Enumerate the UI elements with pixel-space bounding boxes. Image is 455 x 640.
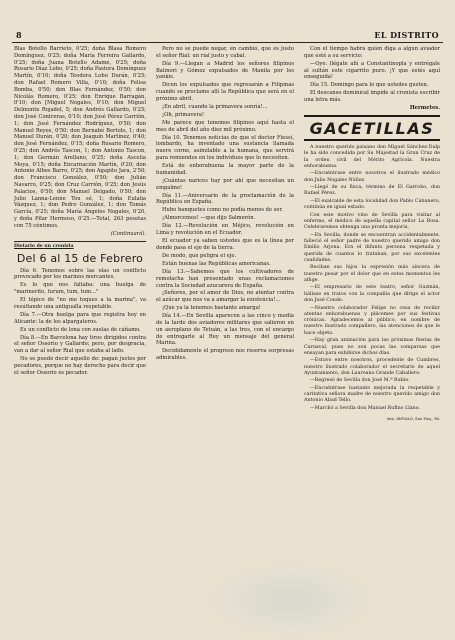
paragraph: Es lo que nos faltaba: una huelga de "marinerito, turum, tum, tum..." <box>14 282 146 296</box>
paragraph: ¡Que ya la tenemos bastante amarga! <box>162 305 261 312</box>
column-left <box>14 46 146 632</box>
newspaper-title: EL DISTRITO <box>374 30 439 40</box>
paragraph: Día 15. Domingo para lo que ustedes gusten. <box>310 82 429 89</box>
news-item: Reciban sus hijos la expresión más sincera de nuestro pesar por el dolor que en estos momentos les aflige. <box>304 265 440 283</box>
printer-imprint: Imp. ANTIALO, San Eloy, 36. <box>386 416 440 422</box>
news-item: Con este motivo vino de Sevilla para visitar al enfermo, el médico de aquella capital señor La Rosa. Celebraremos obtenga una pronta mejoría. <box>304 212 440 231</box>
paragraph: El tópico de "no me toques a la marina", va resultando una antigualla respetable. <box>14 297 146 310</box>
news-item: —Encuéntrase bastante mejorada la respetable y caritativa señora madre de nuestro querido amigo don Antonio Abad Tello. <box>304 385 440 404</box>
paragraph: ¡En abril, cuando la primavera sonría!... <box>162 103 268 110</box>
paragraph: Día 8.—En Barcelona hay tiros dirigidos contra el señor Ossorio y Gallardo; pero, por desgracia, van a dar al señor Rial que estaba al lado. <box>14 334 146 355</box>
paragraph: —Oye: llégate ahí a Constantinopla y entrégale al sultán este cigarrito puro. ¡Y que estés aquí enseguida! <box>304 60 440 81</box>
paragraph: Día 6. Tenemos sobre las olas un conflicto provocado por los marinos mercantes. <box>14 267 146 281</box>
paragraph: De modo, que peligra el eje. <box>162 252 237 259</box>
paragraph: El ecuador ya saben ustedes que es la línea por donde pasa el eje de la tierra. <box>156 238 294 251</box>
page-number: 8 <box>16 30 22 40</box>
news-item: —Encuéntrase entre nosotros el ilustrado médico don Julio Nogales Núñez. <box>304 171 440 183</box>
column-center <box>156 46 294 632</box>
paragraph: ¡Oh, primavera! <box>162 111 205 118</box>
gacetillas-heading: GACETILLAS <box>304 115 440 141</box>
paragraph: ¡Cuántas narices hay por ahí que necesitan un empalme! <box>156 177 294 191</box>
news-item: —El empresario de este teatro, señor Guzmán, hállase en tratos con la compañía que dirige el actor don José Conde. <box>304 285 440 304</box>
section-kicker: Dietario de un cronista <box>14 243 74 249</box>
paragraph: Con el tiempo habrá quien diga a algún aviador que esté a su servicio: <box>304 46 440 59</box>
news-item: —Nuestro colaborador Felipe no cesa de recibir atentas enhorabuenas y plácemes por sus festivas crónicas. Agradecemos al público, en nombre de nuestro ilustrado compañero, las atenciones de que le hace objeto. <box>304 305 440 336</box>
news-item: A nuestro querido paisano don Miguel Sánchez-Dalp le ha sido concedida por Su Majestad la Gran Cruz de la orden civil del Mérito Agrícola. Nuestra enhorabuena. <box>304 144 440 169</box>
news-item: —Regresó de Sevilla don José M.ª Rubio. <box>310 378 410 384</box>
paragraph: Hubo banquetes como no podía menos de ser. <box>162 207 284 214</box>
paragraph: ¡Señores, por el amor de Dios, no atentar contra el azúcar que nos va a amargar la existencia!... <box>156 290 294 304</box>
page-header <box>12 30 443 43</box>
divider <box>14 241 146 242</box>
paragraph: Día 14.—En Sevilla aparecen a las cinco y media de la tarde dos aviadores militares que salieron en un aeroplano de Tetuán, a las tres, con el encargo de entregarle al Rey un mensaje del general Marina. <box>156 313 294 347</box>
paragraph: Decididamente el progreso nos reserva sorpresas admirables. <box>156 348 294 362</box>
paragraph: Está de enhorabuena la mayor parte de la humanidad. <box>156 163 294 176</box>
news-item: —Llegó de su finca, término de El Garrobo, don Rafael Pérez. <box>304 185 440 197</box>
news-item: —Hay gran animación para las próximas fiestas de Carnaval, pues no son pocas las comparsas que ensayan para exhibirse dichos días. <box>304 338 440 356</box>
paragraph: ¡Almorcemos! —que dijo Salmerón. <box>162 215 256 222</box>
paragraph: Dicen los expulsados que regresarán a Filipinas cuando se proclame allí la República que será en el próximo abril. <box>156 82 294 102</box>
paragraph: Me parece que tenemos filipinos aquí hasta el mes de abril del año diez mil próximo. <box>156 119 294 133</box>
news-item: —Estuvo entre nosotros, procedente de Cumbres, nuestro ilustrado colaborador el secretario de aquel Ayuntamiento, don Laureano Grande Caballero. <box>304 358 440 376</box>
paragraph: Día 13.—Sabemos que los cultivadores de remolacha han presentado unas reclamaciones contra la Sociedad azucarera de España. <box>156 268 294 289</box>
continued-note: (Continuará). <box>110 230 146 237</box>
column-right <box>304 46 440 632</box>
paragraph: Día 10. Tenemos noticias de que el doctor Fiessi, lombardo, ha inventado una sustancia llamada nuere corne, asimilable a la humana, que servirá para remiendos en los individuos que lo necesiten. <box>156 134 294 162</box>
paragraph: Día 7.—Otra huelga para que registra hoy en Alicante: la de los alpargateros. <box>14 311 146 325</box>
paragraph: Día 11.—Aniversario de la proclamación de la República en España. <box>156 192 294 206</box>
paragraph: Es un conflicto de lona con suelas de cáñamo. <box>20 326 141 333</box>
date-heading: Del 6 al 15 de Febrero <box>16 251 144 265</box>
paragraph: Pero no se puede negar, en cambio, que es justo el señor Rial: un rial justo y cabal. <box>156 46 294 59</box>
paragraph: El descanso dominical impide al cronista escribir una letra más. <box>304 90 440 104</box>
donor-list: Blas Botello Barrieto, 0'25; doña Blasa Romero Domínguez, 0'25; doña María Ferreira Gallardo, 0'25; doña Juana Botello Adame, 0'25; doña Rosario Díaz Lobo, 0'25; doña Pastora Domínguez Martín, 0'10; doña Teodora Lobo Durán, 0'25; don Rafael Romero Villa, 0'10; doña Felisa Bomba, 0'50; don Blas Fernández, 0'50; don Nicolás Romero, 0'25; don Enrique Barragán, 0'10; don [Miguel Nogales, 0'10; don Miguel Delmonte Rojadel, 5; don Andrés Gallardo, 0'25; don José Contreras, 0'10; don José Pérez Carrión, 1; don José Fernández Rodríguez, 0'50; don Manuel Reyes, 0'50; don Bernabé Bertolo, 1; don Manuel Durán, 0'20; don Joaquín Martínez, 0'40; don José Fernández, 0'15; doña Rosario Romero, 0'25; don Andrés Tascon, 1; don Antonio Tascon, 1; don Germán Arellano, 0'25; doña Ascelia Moya, 0'15; doña Encarnación Martín, 0'20; don Antonio Albes Barro, 0'25; don Agapito Jara, 2'50; don Francisco González, 0'50; don Julián Navarro, 0'25; don Cruz Carrión, 0'25; don Jesús Palacios, 0'50; don Manuel Delgado, 0'50; don Julio Lanna-Lenne Tou sé, 1; doña Eulalia Vázquez, 1; don Pedro González, 1; don Tomás García, 0'25; doña María Ángeles Nogales, 0'20, y doña Pilar Hermoso, 0'25.—Total, 263 pesetas con 75 céntimos. <box>14 46 146 229</box>
news-item: —En Sevilla, donde se encuentran accidentalmente, falleció el señor padre de nuestro querido amigo don Emilio Arjona. Era el difunto persona respetada y querida de cuantos lo trataban, por sus excelentes cualidades. <box>304 232 440 263</box>
paragraph: No se puede decir aquello de: pagan justos por pecadores, porque no hay derecho para decir que el señor Ossorio es pecador. <box>14 356 146 376</box>
paragraph: Están buenas las Repúblicas americanas. <box>162 260 271 267</box>
news-item: —El exalcalde de esta localidad don Pablo Cabanero, continúa en igual estado. <box>304 198 440 211</box>
paragraph: Día 12.—Revolución en Méjico, revolución en Lima y revolución en el Ecuador. <box>156 223 294 237</box>
paragraph: Día 9.—Llegan a Madrid los señores filipinos Balmori y Gómez expulsados de Manila por los yankis. <box>156 60 294 81</box>
news-item: —Marchó a Sevilla don Manuel Rufino Llano. <box>310 405 421 411</box>
author-signature: Hermetes. <box>409 105 440 112</box>
